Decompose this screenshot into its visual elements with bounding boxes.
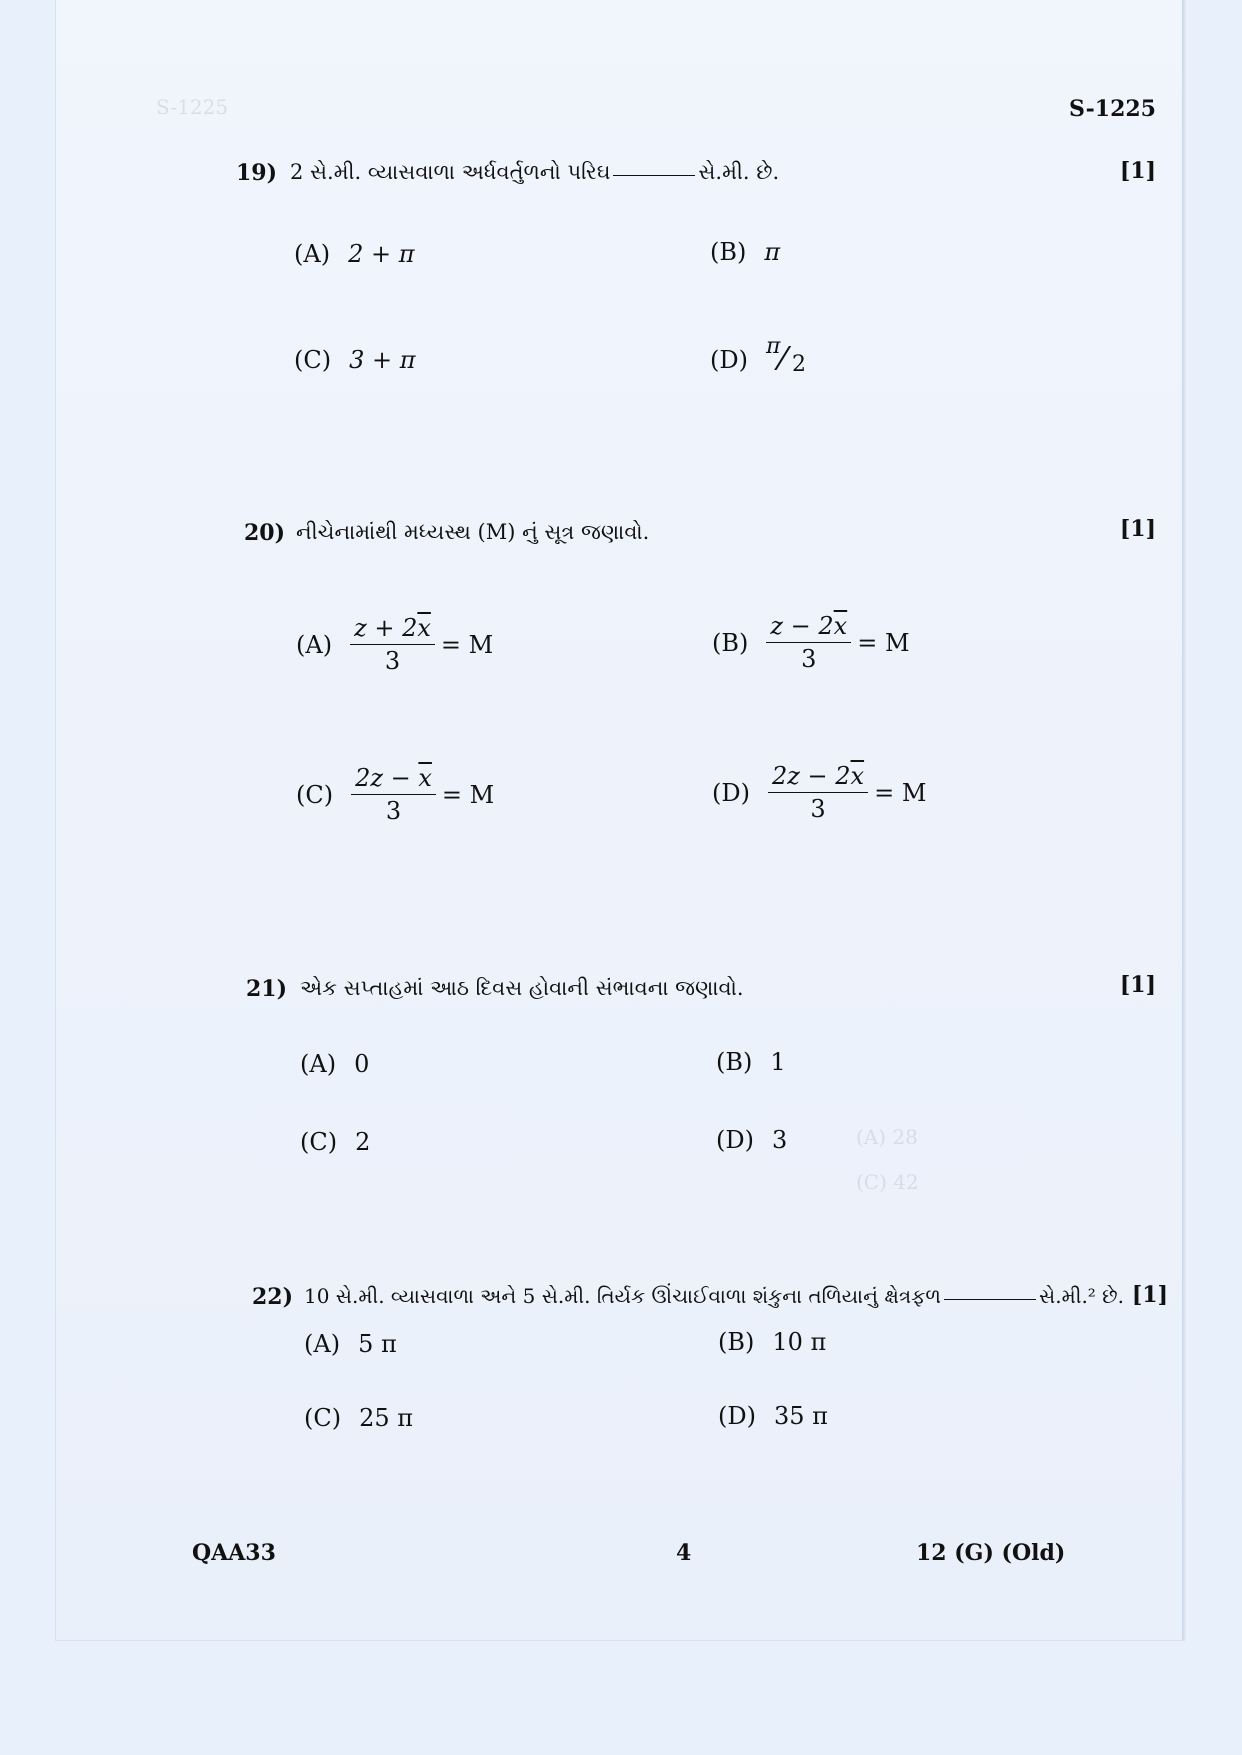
option-value: 2 bbox=[355, 1128, 371, 1156]
pi-over-two-fraction bbox=[765, 334, 808, 380]
option-d bbox=[716, 1126, 787, 1154]
fraction-denominator: 2 bbox=[791, 352, 806, 377]
option-label: (B) bbox=[718, 1328, 755, 1356]
marks-label: [1] bbox=[1131, 1282, 1168, 1308]
option-label: (B) bbox=[716, 1048, 753, 1076]
mean-x-bar: $\overline{x}$ bbox=[418, 764, 432, 792]
fraction-denominator: 3 bbox=[810, 795, 826, 823]
mean-x-bar: $\overline{x}$ bbox=[850, 762, 865, 790]
option-label: (C) bbox=[296, 780, 334, 809]
question-text-after: સે.મી.² છે. bbox=[1039, 1284, 1124, 1308]
equals-m: = M bbox=[857, 628, 910, 657]
question-text-after: સે.મી. છે. bbox=[698, 160, 780, 184]
mean-x-bar: $\overline{x}$ bbox=[417, 614, 431, 642]
equals-m: = M bbox=[874, 778, 927, 807]
bleed-through-text: (C) 42 bbox=[856, 1170, 919, 1194]
option-a bbox=[294, 240, 414, 268]
option-value: 0 bbox=[354, 1050, 370, 1078]
option-label: (C) bbox=[304, 1404, 342, 1432]
question-text-before: 2 સે.મી. વ્યાસવાળા અર્ધવર્તુળનો પરિઘ bbox=[290, 160, 611, 184]
option-c bbox=[304, 1404, 413, 1432]
fraction-bar bbox=[350, 644, 435, 645]
fraction-bar bbox=[766, 642, 851, 643]
option-label: (B) bbox=[712, 628, 749, 657]
option-c bbox=[296, 764, 494, 825]
option-label: (D) bbox=[716, 1126, 754, 1154]
footer-class-code: 12 (G) (Old) bbox=[916, 1540, 1066, 1566]
median-formula-fraction bbox=[350, 614, 435, 675]
equals-m: = M bbox=[440, 630, 494, 659]
fraction-bar bbox=[768, 792, 868, 793]
option-b bbox=[712, 612, 910, 673]
mean-x-bar: $\overline{x}$ bbox=[833, 612, 848, 640]
median-formula-fraction bbox=[351, 764, 436, 825]
marks-label: [1] bbox=[1119, 158, 1156, 184]
option-value: π bbox=[764, 238, 781, 266]
option-c bbox=[300, 1128, 370, 1156]
fraction-numerator: z + 2 bbox=[354, 614, 418, 642]
option-label: (C) bbox=[294, 346, 332, 374]
option-label: (A) bbox=[304, 1330, 341, 1358]
option-value: 3 bbox=[771, 1126, 788, 1154]
option-a bbox=[300, 1050, 369, 1078]
option-label: (D) bbox=[712, 778, 750, 807]
marks-label: [1] bbox=[1119, 516, 1156, 542]
option-label: (C) bbox=[300, 1128, 338, 1156]
fraction-denominator: 3 bbox=[801, 645, 817, 673]
answer-blank bbox=[944, 1299, 1036, 1300]
fraction-numerator: 2z − bbox=[355, 764, 419, 792]
question-number: 20) bbox=[244, 520, 286, 546]
option-d bbox=[712, 762, 926, 823]
option-a bbox=[296, 614, 493, 675]
option-label: (D) bbox=[718, 1402, 756, 1430]
option-value: 35 π bbox=[773, 1402, 828, 1430]
option-label: (B) bbox=[710, 238, 747, 266]
option-a bbox=[304, 1330, 397, 1358]
equals-m: = M bbox=[441, 780, 495, 809]
option-d bbox=[718, 1402, 828, 1430]
marks-label: [1] bbox=[1119, 972, 1156, 998]
footer-code: QAA33 bbox=[192, 1540, 276, 1566]
option-b bbox=[716, 1048, 786, 1076]
option-value: 25 π bbox=[359, 1404, 414, 1432]
option-b bbox=[710, 238, 780, 266]
paper-code: S-1225 bbox=[1068, 96, 1156, 122]
option-value: 5 π bbox=[358, 1330, 397, 1358]
fraction-denominator: 3 bbox=[384, 647, 401, 675]
option-value: 3 + π bbox=[349, 346, 416, 374]
question-number: 22) bbox=[252, 1284, 294, 1310]
answer-blank bbox=[613, 175, 695, 176]
question-text bbox=[304, 1284, 1124, 1308]
median-formula-fraction bbox=[768, 762, 868, 823]
option-value: 2 + π bbox=[348, 240, 415, 268]
question-text: નીચેનામાંથી મધ્યસ્થ (M) નું સૂત્ર જણાવો. bbox=[296, 520, 650, 544]
page-number: 4 bbox=[676, 1540, 692, 1566]
question-text-before: 10 સે.મી. વ્યાસવાળા અને 5 સે.મી. તિર્યક ઊંચાઈવાળા શંકુના તળિયાનું ક્ષેત્રફળ bbox=[304, 1284, 942, 1308]
option-b bbox=[718, 1328, 826, 1356]
option-label: (A) bbox=[296, 630, 333, 659]
fraction-numerator: z − 2 bbox=[770, 612, 834, 640]
question-number: 21) bbox=[246, 976, 288, 1002]
question-text: એક સપ્તાહમાં આઠ દિવસ હોવાની સંભાવના જણાવો. bbox=[300, 976, 744, 1000]
option-label: (A) bbox=[300, 1050, 337, 1078]
fraction-bar bbox=[351, 794, 436, 795]
option-c bbox=[294, 346, 416, 374]
median-formula-fraction bbox=[766, 612, 851, 673]
option-d bbox=[710, 334, 808, 380]
exam-page bbox=[56, 0, 1184, 1640]
question-text bbox=[290, 160, 779, 185]
fraction-denominator: 3 bbox=[385, 797, 402, 825]
fraction-numerator: π bbox=[765, 334, 781, 359]
option-value: 1 bbox=[770, 1048, 786, 1076]
bleed-through-text: S-1225 bbox=[156, 95, 229, 119]
fraction-numerator: 2z − 2 bbox=[771, 762, 851, 790]
fraction-slash: ⁄ bbox=[779, 340, 786, 378]
option-label: (A) bbox=[294, 240, 331, 268]
question-number: 19) bbox=[236, 160, 278, 186]
option-label: (D) bbox=[710, 346, 748, 374]
bleed-through-text: (A) 28 bbox=[856, 1125, 918, 1149]
option-value: 10 π bbox=[772, 1328, 827, 1356]
